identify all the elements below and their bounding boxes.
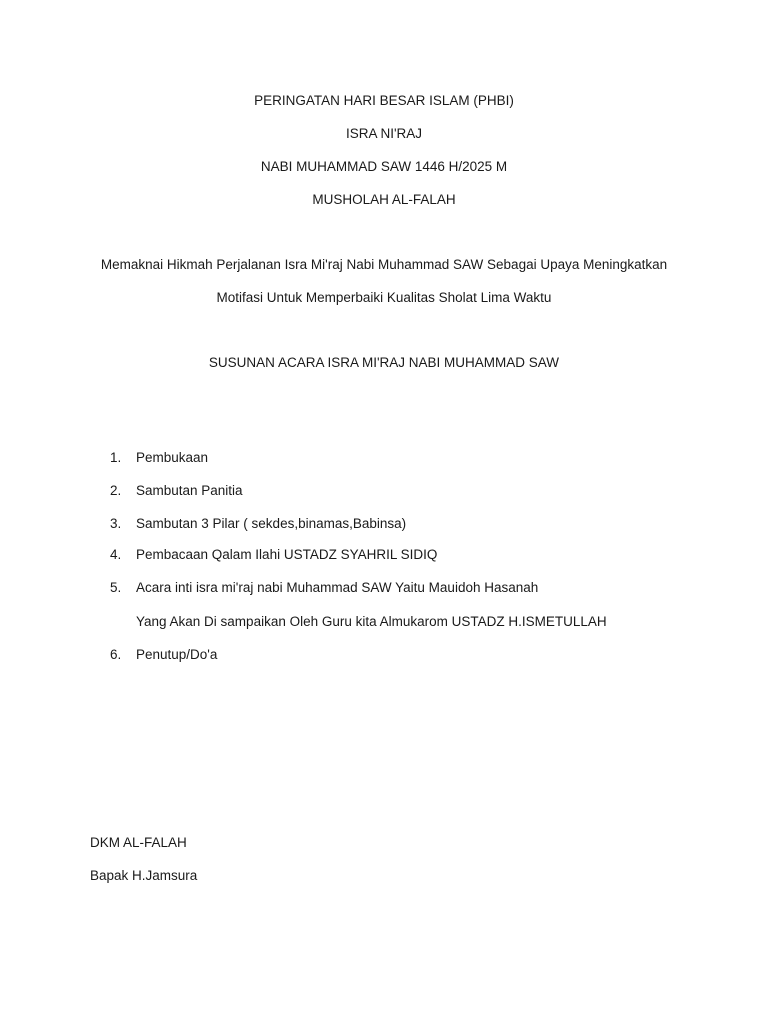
list-item-number: 5. xyxy=(110,580,122,595)
list-item-text: Sambutan Panitia xyxy=(136,483,243,498)
header-venue: MUSHOLAH AL-FALAH xyxy=(312,192,456,207)
list-item-text: Acara inti isra mi'raj nabi Muhammad SAW Yaitu Mauidoh Hasanah xyxy=(136,580,539,595)
theme-line-2: Motifasi Untuk Memperbaiki Kualitas Sholat Lima Waktu xyxy=(216,290,552,305)
theme-line-1: Memaknai Hikmah Perjalanan Isra Mi'raj Nabi Muhammad SAW Sebagai Upaya Meningkatkan xyxy=(100,257,668,272)
header-year: NABI MUHAMMAD SAW 1446 H/2025 M xyxy=(260,159,508,174)
header-event: ISRA NI'RAJ xyxy=(345,126,423,141)
list-item-text: Penutup/Do'a xyxy=(136,647,218,662)
list-item-text: Pembacaan Qalam Ilahi USTADZ SYAHRIL SIDIQ xyxy=(136,547,438,562)
signature-name: Bapak H.Jamsura xyxy=(90,868,198,883)
list-item-number: 3. xyxy=(110,516,122,531)
agenda-title: SUSUNAN ACARA ISRA MI'RAJ NABI MUHAMMAD SAW xyxy=(208,355,560,370)
signature-org: DKM AL-FALAH xyxy=(90,835,187,850)
header-title: PERINGATAN HARI BESAR ISLAM (PHBI) xyxy=(254,93,514,108)
list-item-number: 1. xyxy=(110,450,122,465)
list-item-number: 4. xyxy=(110,547,122,562)
list-item-number: 2. xyxy=(110,483,122,498)
list-item-continuation: Yang Akan Di sampaikan Oleh Guru kita Almukarom USTADZ H.ISMETULLAH xyxy=(136,614,607,629)
list-item-text: Pembukaan xyxy=(136,450,209,465)
list-item-number: 6. xyxy=(110,647,122,662)
list-item-text: Sambutan 3 Pilar ( sekdes,binamas,Babinsa) xyxy=(136,516,407,531)
